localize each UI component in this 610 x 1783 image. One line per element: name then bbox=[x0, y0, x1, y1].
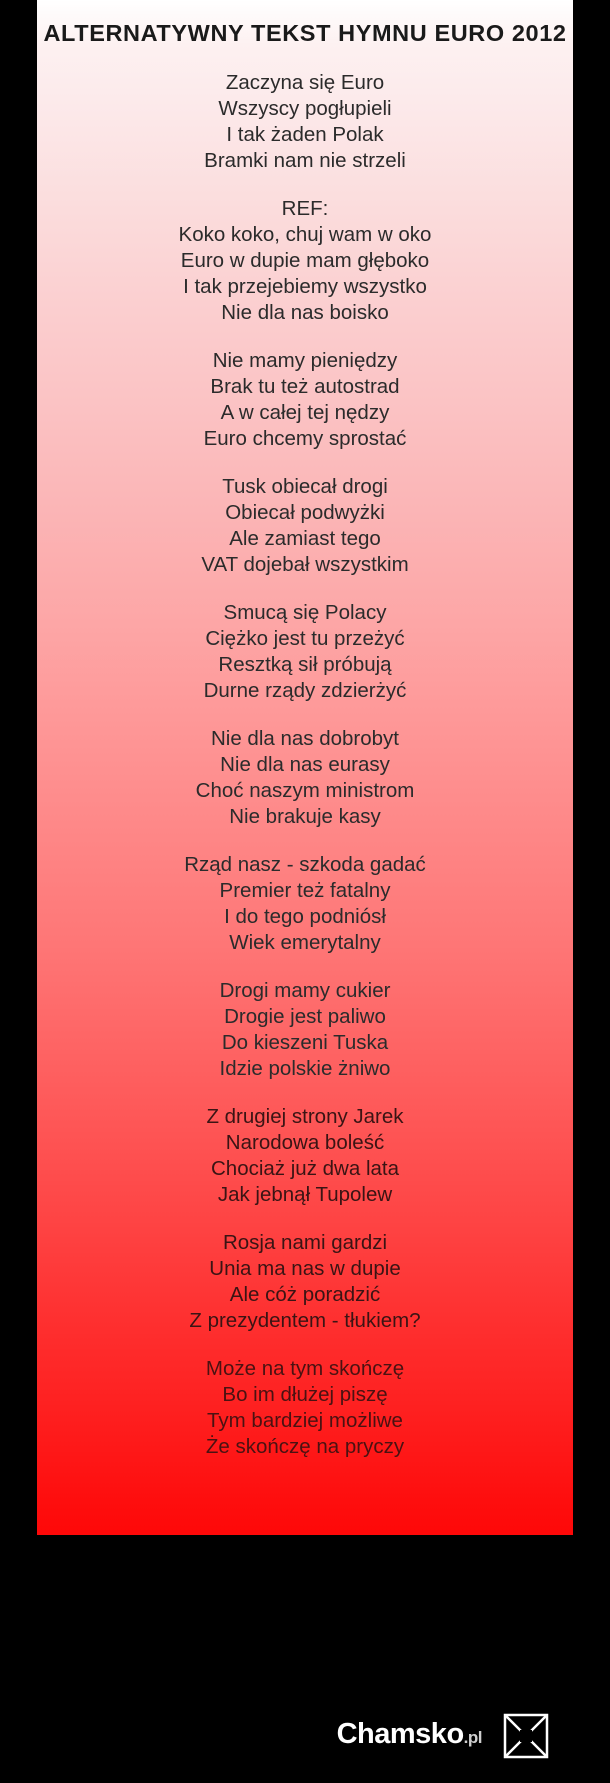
lyric-line: I tak żaden Polak bbox=[226, 123, 384, 146]
lyric-line: Ale cóż poradzić bbox=[229, 1283, 381, 1306]
lyric-line: Nie mamy pieniędzy bbox=[212, 349, 398, 372]
lyric-line: Tusk obiecał drogi bbox=[222, 475, 388, 498]
chamsko-logo-icon bbox=[502, 1712, 550, 1760]
brand-name: Chamsko bbox=[336, 1718, 464, 1750]
lyric-line: Rząd nasz - szkoda gadać bbox=[184, 853, 426, 876]
lyric-line: Że skończę na pryczy bbox=[205, 1435, 405, 1458]
brand-wordmark bbox=[337, 1718, 482, 1751]
lyric-line: Chociaż już dwa lata bbox=[210, 1157, 399, 1180]
lyric-line: I tak przejebiemy wszystko bbox=[183, 275, 427, 298]
stanza bbox=[37, 1356, 573, 1460]
stanza bbox=[37, 1230, 573, 1334]
lyric-line: Nie dla nas boisko bbox=[221, 301, 389, 324]
lyric-line: Jak jebnął Tupolew bbox=[217, 1183, 393, 1206]
lyric-line: Ciężko jest tu przeżyć bbox=[205, 627, 405, 650]
lyric-line: Drogie jest paliwo bbox=[224, 1005, 386, 1028]
stanza bbox=[37, 1104, 573, 1208]
lyric-line: Choć naszym ministrom bbox=[195, 779, 415, 802]
lyrics-body bbox=[37, 70, 573, 1482]
lyric-line: Resztką sił próbują bbox=[218, 653, 392, 676]
brand-suffix: .pl bbox=[463, 1728, 482, 1747]
lyric-line: Drogi mamy cukier bbox=[219, 979, 391, 1002]
lyric-line: Wiek emerytalny bbox=[229, 931, 381, 954]
stanza bbox=[37, 600, 573, 704]
lyric-line: Smucą się Polacy bbox=[223, 601, 387, 624]
stanza bbox=[37, 726, 573, 830]
lyric-line: Z drugiej strony Jarek bbox=[206, 1105, 404, 1128]
lyric-line: Durne rządy zdzierżyć bbox=[203, 679, 407, 702]
page-title: ALTERNATYWNY TEKST HYMNU EURO 2012 bbox=[43, 20, 567, 46]
refrain-label: REF: bbox=[281, 197, 329, 220]
lyric-line: Euro chcemy sprostać bbox=[203, 427, 407, 450]
lyric-line: Obiecał podwyżki bbox=[225, 501, 385, 524]
lyric-line: Brak tu też autostrad bbox=[210, 375, 400, 398]
lyric-line: Bramki nam nie strzeli bbox=[204, 149, 406, 172]
stanza bbox=[37, 474, 573, 578]
lyric-line: Zaczyna się Euro bbox=[225, 71, 385, 94]
lyric-line: Bo im dłużej piszę bbox=[222, 1383, 388, 1406]
lyric-line: Unia ma nas w dupie bbox=[209, 1257, 401, 1280]
lyric-line: VAT dojebał wszystkim bbox=[201, 553, 409, 576]
lyric-line: Narodowa boleść bbox=[225, 1131, 385, 1154]
lyric-line: Tym bardziej możliwe bbox=[207, 1409, 403, 1432]
lyric-line: Może na tym skończę bbox=[205, 1357, 405, 1380]
left-black-bar bbox=[0, 0, 37, 1783]
lyric-line: Koko koko, chuj wam w oko bbox=[178, 223, 432, 246]
poster-content bbox=[37, 0, 573, 1783]
lyric-line: Ale zamiast tego bbox=[229, 527, 381, 550]
lyric-line: Nie brakuje kasy bbox=[229, 805, 381, 828]
lyric-line: Z prezydentem - tłukiem? bbox=[189, 1309, 421, 1332]
lyric-line: Wszyscy pogłupieli bbox=[218, 97, 392, 120]
lyric-line: Nie dla nas dobrobyt bbox=[210, 727, 400, 750]
lyric-line: Nie dla nas eurasy bbox=[220, 753, 390, 776]
stanza bbox=[37, 348, 573, 452]
lyric-line: Do kieszeni Tuska bbox=[221, 1031, 389, 1054]
stanza bbox=[37, 978, 573, 1082]
stanza bbox=[37, 852, 573, 956]
lyric-line: I do tego podniósł bbox=[224, 905, 386, 928]
right-black-bar bbox=[573, 0, 610, 1783]
lyric-line: Euro w dupie mam głęboko bbox=[180, 249, 430, 272]
lyric-line: Idzie polskie żniwo bbox=[219, 1057, 391, 1080]
stanza bbox=[37, 70, 573, 174]
lyric-line: Premier też fatalny bbox=[219, 879, 391, 902]
stanza-refrain bbox=[37, 196, 573, 326]
lyric-line: A w całej tej nędzy bbox=[220, 401, 390, 424]
lyric-line: Rosja nami gardzi bbox=[222, 1231, 388, 1254]
